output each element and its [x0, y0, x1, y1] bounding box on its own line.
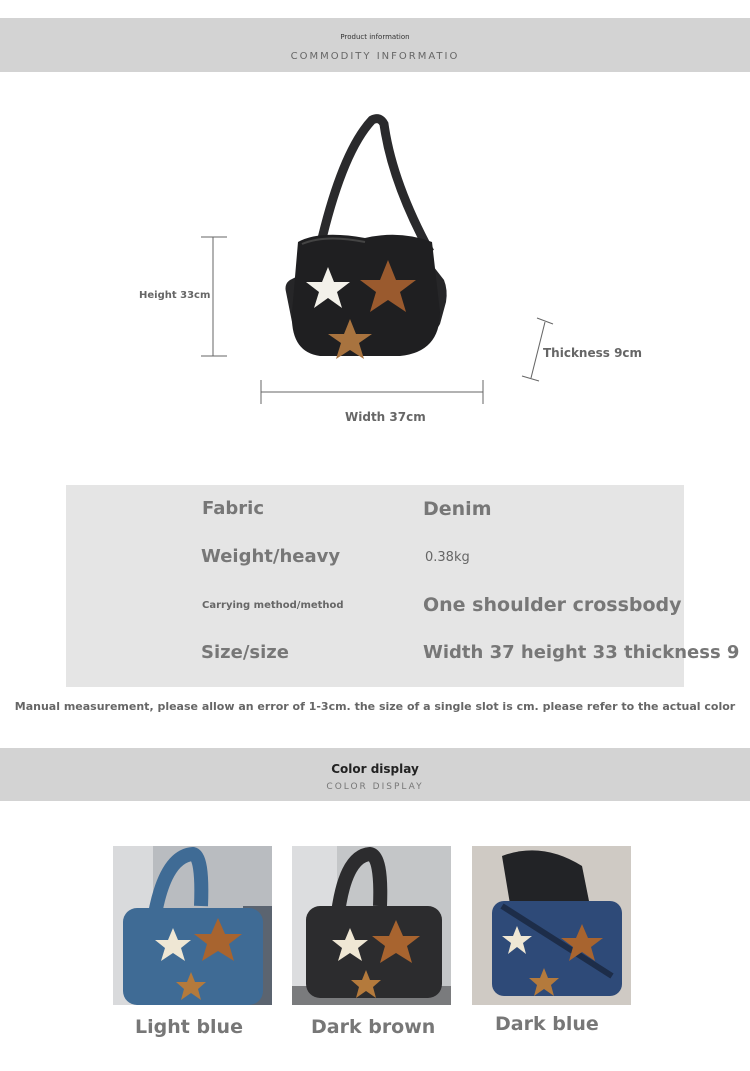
spec-value-weight: 0.38kg [425, 550, 470, 565]
spec-value-fabric: Denim [423, 498, 492, 520]
height-label: Height 33cm [139, 290, 211, 301]
spec-label-carrying: Carrying method/method [202, 600, 344, 611]
color-thumb-dark-blue[interactable] [472, 846, 631, 1005]
width-label: Width 37cm [345, 410, 426, 424]
dimension-lines [0, 0, 750, 450]
color-thumb-dark-brown[interactable] [292, 846, 451, 1005]
color-name-light-blue: Light blue [135, 1016, 243, 1038]
color-display-title: Color display [331, 762, 419, 776]
spec-label-fabric: Fabric [202, 498, 264, 519]
color-display-header [0, 748, 750, 801]
spec-value-size: Width 37 height 33 thickness 9 [423, 642, 740, 663]
color-thumb-light-blue[interactable] [113, 846, 272, 1005]
measurement-note: Manual measurement, please allow an error of 1-3cm. the size of a single slot is cm. please refer to the actual color [14, 700, 736, 713]
header-title: Product information [340, 33, 410, 41]
color-name-dark-blue: Dark blue [495, 1013, 599, 1035]
header-subtitle: COMMODITY INFORMATIO [290, 51, 460, 62]
spec-label-size: Size/size [201, 642, 289, 663]
spec-value-carrying: One shoulder crossbody [423, 594, 682, 616]
color-name-dark-brown: Dark brown [311, 1016, 436, 1038]
spec-label-weight: Weight/heavy [201, 546, 341, 567]
color-display-subtitle: COLOR DISPLAY [326, 782, 424, 792]
thickness-label: Thickness 9cm [543, 346, 643, 360]
